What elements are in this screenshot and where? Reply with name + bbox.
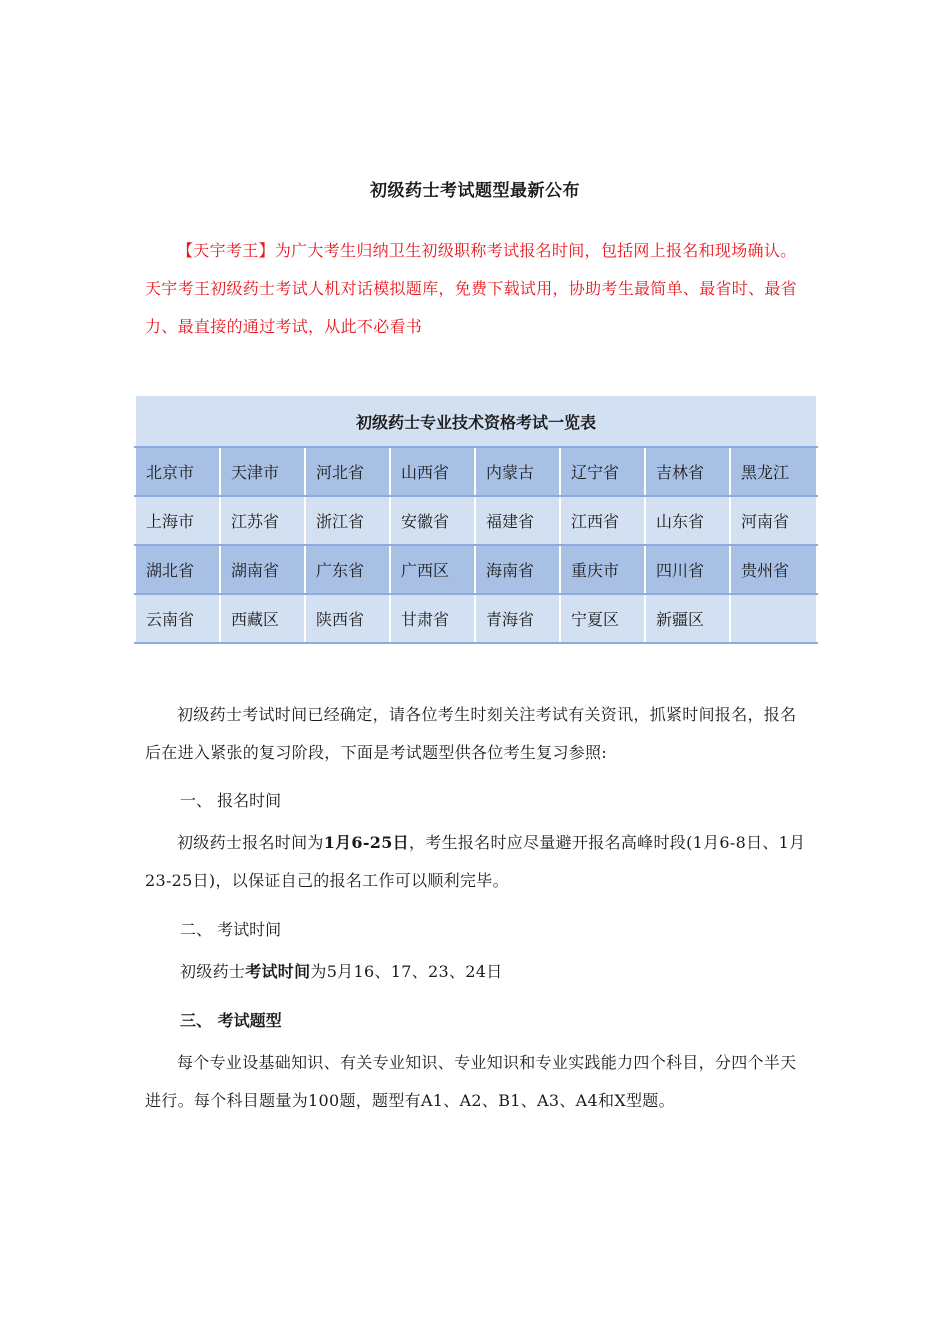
intro-text: 为广大考生归纳卫生初级职称考试报名时间，包括网上报名和现场确认。天宇考王初级药士考试人机对话模拟题库，免费下载试用，协助考生最简单、最省时、最省力、最直接的通过考试，从此不必看书 [145, 241, 798, 336]
table-cell: 福建省 [475, 496, 560, 545]
table-cell: 西藏区 [220, 594, 305, 643]
table-row [135, 594, 817, 643]
table-cell: 湖南省 [220, 545, 305, 594]
table-cell: 河北省 [305, 447, 390, 496]
table-cell: 贵州省 [730, 545, 817, 594]
paragraph-exam-time [180, 953, 810, 991]
section-heading-registration: 一、 报名时间 [180, 791, 282, 810]
table-cell: 天津市 [220, 447, 305, 496]
table-cell: 陕西省 [305, 594, 390, 643]
registration-post: ，考生报名时应尽量避开报名高峰时段(1月6-8日、1月23-25日)，以保证自己的报名工作可以顺利完毕。 [145, 833, 806, 890]
table-row [135, 496, 817, 545]
document-title: 初级药士考试题型最新公布 [370, 181, 580, 201]
table-cell: 海南省 [475, 545, 560, 594]
table-row [135, 447, 817, 496]
table-cell: 甘肃省 [390, 594, 475, 643]
registration-pre: 初级药士报名时间为 [177, 833, 324, 852]
exam-time-pre: 初级药士 [180, 962, 246, 981]
table-cell: 宁夏区 [560, 594, 645, 643]
table-cell: 吉林省 [645, 447, 730, 496]
exam-time-label: 考试时间 [245, 962, 311, 981]
table-cell: 广西区 [390, 545, 475, 594]
table-cell: 青海省 [475, 594, 560, 643]
province-table [134, 394, 818, 644]
section-heading-question-types: 三、 考试题型 [180, 1011, 282, 1030]
table-cell: 辽宁省 [560, 447, 645, 496]
registration-dates: 1月6-25日 [323, 833, 409, 852]
intro-bracket: 【天宇考王】 [177, 241, 275, 260]
table-cell: 广东省 [305, 545, 390, 594]
table-cell: 重庆市 [560, 545, 645, 594]
table-cell: 江西省 [560, 496, 645, 545]
exam-time-post: 为5月16、17、23、24日 [310, 962, 503, 981]
table-cell: 河南省 [730, 496, 817, 545]
paragraph-question-types: 每个专业设基础知识、有关专业知识、专业知识和专业实践能力四个科目，分四个半天进行。每个科目题量为100题，题型有A1、A2、B1、A3、A4和X型题。 [145, 1053, 797, 1110]
intro-paragraph [145, 232, 810, 346]
table-caption: 初级药士专业技术资格考试一览表 [135, 395, 817, 447]
table-cell: 云南省 [135, 594, 220, 643]
table-cell: 山西省 [390, 447, 475, 496]
table-cell: 黑龙江 [730, 447, 817, 496]
table-cell-empty [730, 594, 817, 643]
table-cell: 安徽省 [390, 496, 475, 545]
paragraph-notice: 初级药士考试时间已经确定，请各位考生时刻关注考试有关资讯，抓紧时间报名，报名后在进入紧张的复习阶段，下面是考试题型供各位考生复习参照: [145, 705, 797, 762]
table-cell: 浙江省 [305, 496, 390, 545]
table-cell: 湖北省 [135, 545, 220, 594]
section-heading-exam-time: 二、 考试时间 [180, 920, 282, 939]
table-cell: 四川省 [645, 545, 730, 594]
table-cell: 山东省 [645, 496, 730, 545]
paragraph-registration [145, 824, 810, 900]
table-cell: 新疆区 [645, 594, 730, 643]
table-cell: 江苏省 [220, 496, 305, 545]
table-cell: 上海市 [135, 496, 220, 545]
table-cell: 内蒙古 [475, 447, 560, 496]
table-row [135, 545, 817, 594]
table-cell: 北京市 [135, 447, 220, 496]
